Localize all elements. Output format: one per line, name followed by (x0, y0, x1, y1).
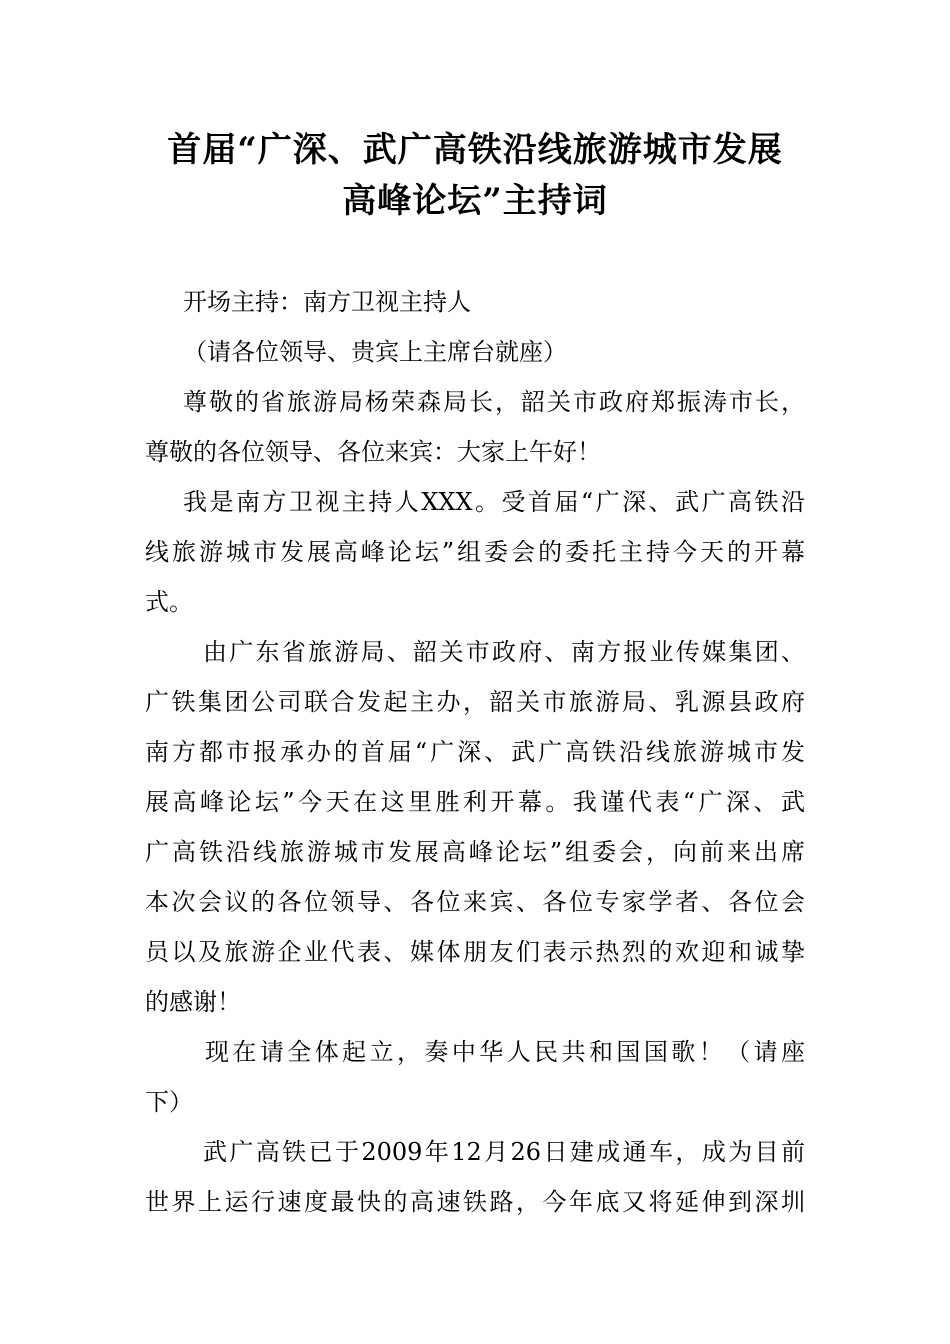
welcome-line: 员以及旅游企业代表、媒体朋友们表示热烈的欢迎和诚挚 (145, 938, 805, 966)
greeting-line: 尊敬的省旅游局杨荣森局长，韶关市政府郑振涛市长， (183, 388, 805, 416)
greeting-line: 尊敬的各位领导、各位来宾：大家上午好！ (145, 438, 601, 466)
welcome-line: 展高峰论坛”今天在这里胜利开幕。我谨代表“广深、武 (145, 788, 805, 816)
intro-line: 我是南方卫视主持人XXX。受首届“广深、武广高铁沿 (183, 488, 805, 516)
anthem-line: 下） (145, 1088, 193, 1116)
welcome-line: 本次会议的各位领导、各位来宾、各位专家学者、各位会 (145, 888, 805, 916)
host-line: 开场主持：南方卫视主持人 (183, 288, 471, 316)
welcome-line: 广铁集团公司联合发起主办，韶关市旅游局、乳源县政府 (145, 688, 805, 716)
document-title-line-1: 首届“广深、武广高铁沿线旅游城市发展 (167, 130, 783, 170)
welcome-line: 由广东省旅游局、韶关市政府、南方报业传媒集团、 (203, 638, 805, 666)
welcome-line: 广高铁沿线旅游城市发展高峰论坛”组委会，向前来出席 (145, 838, 805, 866)
document-title-line-2: 高峰论坛”主持词 (342, 181, 608, 221)
anthem-line: 现在请全体起立，奏中华人民共和国国歌！（请座 (205, 1038, 805, 1066)
welcome-line: 南方都市报承办的首届“广深、武广高铁沿线旅游城市发 (145, 738, 805, 766)
seating-note: （请各位领导、贵宾上主席台就座） (183, 338, 567, 366)
intro-line: 式。 (145, 588, 193, 616)
welcome-line: 的感谢！ (145, 988, 241, 1016)
intro-line: 线旅游城市发展高峰论坛”组委会的委托主持今天的开幕 (145, 538, 805, 566)
railway-line: 武广高铁已于2009年12月26日建成通车，成为目前 (203, 1138, 805, 1166)
railway-line: 世界上运行速度最快的高速铁路，今年底又将延伸到深圳 (145, 1188, 805, 1216)
